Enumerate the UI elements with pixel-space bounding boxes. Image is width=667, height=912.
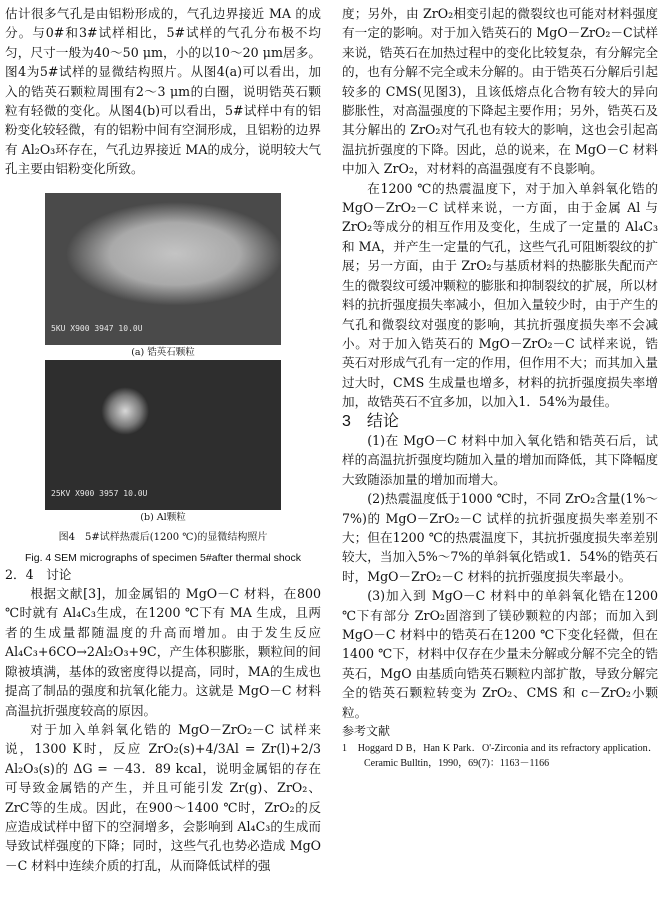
figure-4 — [45, 193, 281, 525]
conclusion-1: (1)在 MgO－C 材料中加入氧化锆和锆英石后，试样的高温抗折强度均随加入量的增加而降低，其下降幅度大致随添加量的增加而增大。 — [342, 432, 658, 487]
subcaption-b: (b) Al颗粒 — [140, 511, 186, 523]
paragraph-discussion: 根据文献[3]，加金属铝的 MgO－C 材料，在800 ℃时就有 Al₄C₃生成，在1200 ℃下有 MA 生成，且两者的生成量都随温度的升高而增加。由于发生反应 Al₄C₃+6CO→2Al₂O₃+9C，产生体积膨胀，颗粒间的间隙被填满，基体的致密度得以提高，同时，MA的生成也提高了制品的强度和抗氧化能力。这就是 MgO－C 材料高温抗折强度较高的原因。 — [5, 586, 321, 718]
section-heading-conclusion: 3 结论 — [342, 412, 399, 430]
paragraph-zircon-effect: 度；另外，由 ZrO₂相变引起的微裂纹也可能对材料强度有一定的影响。对于加入锆英石的 MgO－ZrO₂－C试样来说，锆英石在加热过程中的变化比较复杂，有分解完全的，也有分解不完全或未分解的。由于锆英石分解后引起较多的 CMS(见图3)，且该低熔点化合物有较大的异向膨胀性，对高温强度的下降起主要作用；另外，锆英石及其分解出的 ZrO₂对气孔也有较大的影响，这也会引起高温抗折强度的下降。因此，总的说来，在 MgO－C 材料中加入 ZrO₂，对材料的高温强度有不良影响。 — [342, 6, 658, 177]
conclusion-3: (3)加入到 MgO－C 材料中的单斜氧化锆在1200 ℃下有部分 ZrO₂固溶到了镁砂颗粒的内部；而加入到 MgO－C 材料中的锆英石在1200 ℃下变化轻微，但在1400 ℃下，材料中仅存在少量未分解或分解不完全的锆英石，MgO 由基质向锆英石颗粒内部扩散，导致分解完全的锆英石颗粒转变为 ZrO₂、CMS 和 c－ZrO₂小颗粒。 — [342, 588, 658, 720]
figure-caption-cn: 图4 5#试样热震后(1200 ℃)的显微结构照片 — [58, 531, 268, 543]
references-heading: 参考文献 — [342, 724, 391, 739]
sem-image-al — [45, 360, 281, 510]
subcaption-a: (a) 锆英石颗粒 — [131, 346, 195, 358]
paragraph-pores: 估计很多气孔是由铝粉形成的，气孔边界接近 MA 的成分。与0#和3#试样相比，5#试样的气孔分布极不均匀，尺寸一般为40～50 μm，小的以10～20 μm居多。图4为5#试样的显微结构照片。从图4(a)可以看出，加入的锆英石颗粒周围有2～3 μm的白圈，说明锆英石颗粒有轻微的变化。从图4(b)可以看出，5#试样中有的铝粉变化较轻微，有的铝粉中间有空洞形成，且铝粉的边界有 Al₂O₃环存在，气孔边界接近 MA的成分，说明较大气孔主要由铝粉变化所致。 — [5, 6, 321, 177]
section-heading-2-4: 2．4 讨论 — [5, 566, 72, 582]
sem-scale-label: 25KV X900 3957 10.0U — [51, 489, 148, 499]
conclusion-2: (2)热震温度低于1000 ℃时，不同 ZrO₂含量(1%～7%)的 MgO－ZrO₂－C 试样的抗折强度损失率差别不大；但在1200 ℃的热震温度下，其抗折强度损失率差别较大，当加入5%～7%的单斜氧化锆或1．54%的锆英石时，MgO－ZrO₂－C 材料的抗折强度损失率最小。 — [342, 491, 658, 584]
sem-image-zircon — [45, 193, 281, 345]
paragraph-zro2-reaction: 对于加入单斜氧化锆的 MgO－ZrO₂－C 试样来说，1300 K时，反应 ZrO₂(s)+4/3Al = Zr(l)+2/3 Al₂O₃(s)的 ΔG = －43．89 kcal，说明金属铝的存在可导致金属锆的产生，并且可能引发 Zr(g)、ZrO₂、ZrC等的生成。因此，在900～1400 ℃时，ZrO₂的反应造成试样中留下的空洞增多，会影响到 Al₄C₃的生成而导致试样强度的下降；同时，这些气孔也势必造成 MgO－C 材料中连续介质的打乱，从而降低试样的强 — [5, 721, 321, 873]
left-column — [5, 4, 321, 875]
paragraph-thermal-shock: 在1200 ℃的热震温度下，对于加入单斜氧化锆的 MgO－ZrO₂－C 试样来说，一方面，由于金属 Al 与 ZrO₂等成分的相互作用及变化，生成了一定量的 Al₄C₃和 MA，并产生一定量的气孔，这些气孔可阻断裂纹的扩展；另一方面，由于 ZrO₂与基质材料的热膨胀失配而产生的微裂纹可缓冲颗粒的膨胀和抑制裂纹的扩展，所以材料的抗折强度损失率减小，但加入量较少时，由于产生的气孔和微裂纹对强度的影响，其抗折强度损失率不会减小。对于加入锆英石的 MgO－ZrO₂－C 试样来说，锆英石对形成气孔有一定的作用，但作用不大；而其加入量过大时，CMS 生成量也增多，材料的抗折强度损失率增加，故锆英石不宜多加，以加入1．54%为最佳。 — [342, 180, 658, 410]
sem-scale-label: 5KU X900 3947 10.0U — [51, 324, 143, 334]
reference-item: 1 Hoggard D B，Han K Park．O'-Zirconia and its refractory application．Ceramic Bulltin，1990，69(7)：1163－1166 — [342, 743, 658, 770]
right-column — [342, 4, 658, 771]
figure-caption-en: Fig. 4 SEM micrographs of specimen 5#after thermal shock — [24, 551, 302, 564]
